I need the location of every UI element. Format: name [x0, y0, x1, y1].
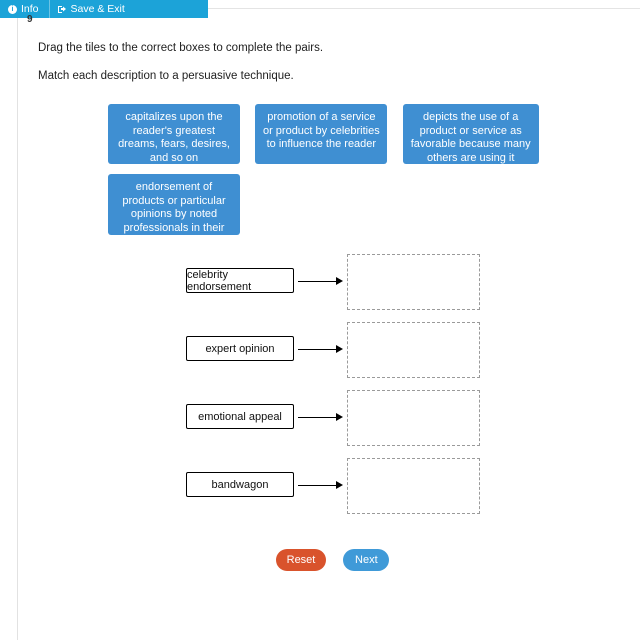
draggable-tile[interactable]: endorsement of products or particular opinions by noted professionals in their particular fields — [108, 174, 240, 235]
term-label: celebrity endorsement — [186, 268, 294, 293]
save-exit-button[interactable] — [50, 0, 135, 18]
header-divider — [208, 8, 640, 9]
save-exit-label: Save & Exit — [70, 3, 125, 15]
arrow-icon — [298, 280, 344, 282]
reset-button[interactable]: Reset — [276, 549, 326, 571]
draggable-tile[interactable]: depicts the use of a product or service as favorable because many others are using it — [403, 104, 539, 164]
info-icon: i — [8, 5, 17, 14]
instruction-match: Match each description to a persuasive technique. — [38, 70, 294, 82]
drop-target[interactable] — [347, 322, 480, 378]
term-label: expert opinion — [186, 336, 294, 361]
term-label: emotional appeal — [186, 404, 294, 429]
arrow-icon — [298, 348, 344, 350]
question-number: 9 — [27, 14, 33, 25]
action-buttons — [276, 549, 389, 571]
info-button[interactable] — [0, 0, 49, 18]
draggable-tile[interactable]: capitalizes upon the reader's greatest dreams, fears, desires, and so on — [108, 104, 240, 164]
tile-tray — [108, 104, 558, 247]
exit-arrow-icon — [58, 5, 67, 14]
term-label: bandwagon — [186, 472, 294, 497]
drop-target[interactable] — [347, 390, 480, 446]
drop-target[interactable] — [347, 458, 480, 514]
arrow-icon — [298, 416, 344, 418]
left-divider — [17, 18, 18, 640]
draggable-tile[interactable]: promotion of a service or product by celebrities to influence the reader — [255, 104, 387, 164]
instruction-drag: Drag the tiles to the correct boxes to complete the pairs. — [38, 42, 324, 54]
info-label: Info — [21, 3, 39, 15]
next-button[interactable]: Next — [343, 549, 389, 571]
arrow-icon — [298, 484, 344, 486]
drop-target[interactable] — [347, 254, 480, 310]
